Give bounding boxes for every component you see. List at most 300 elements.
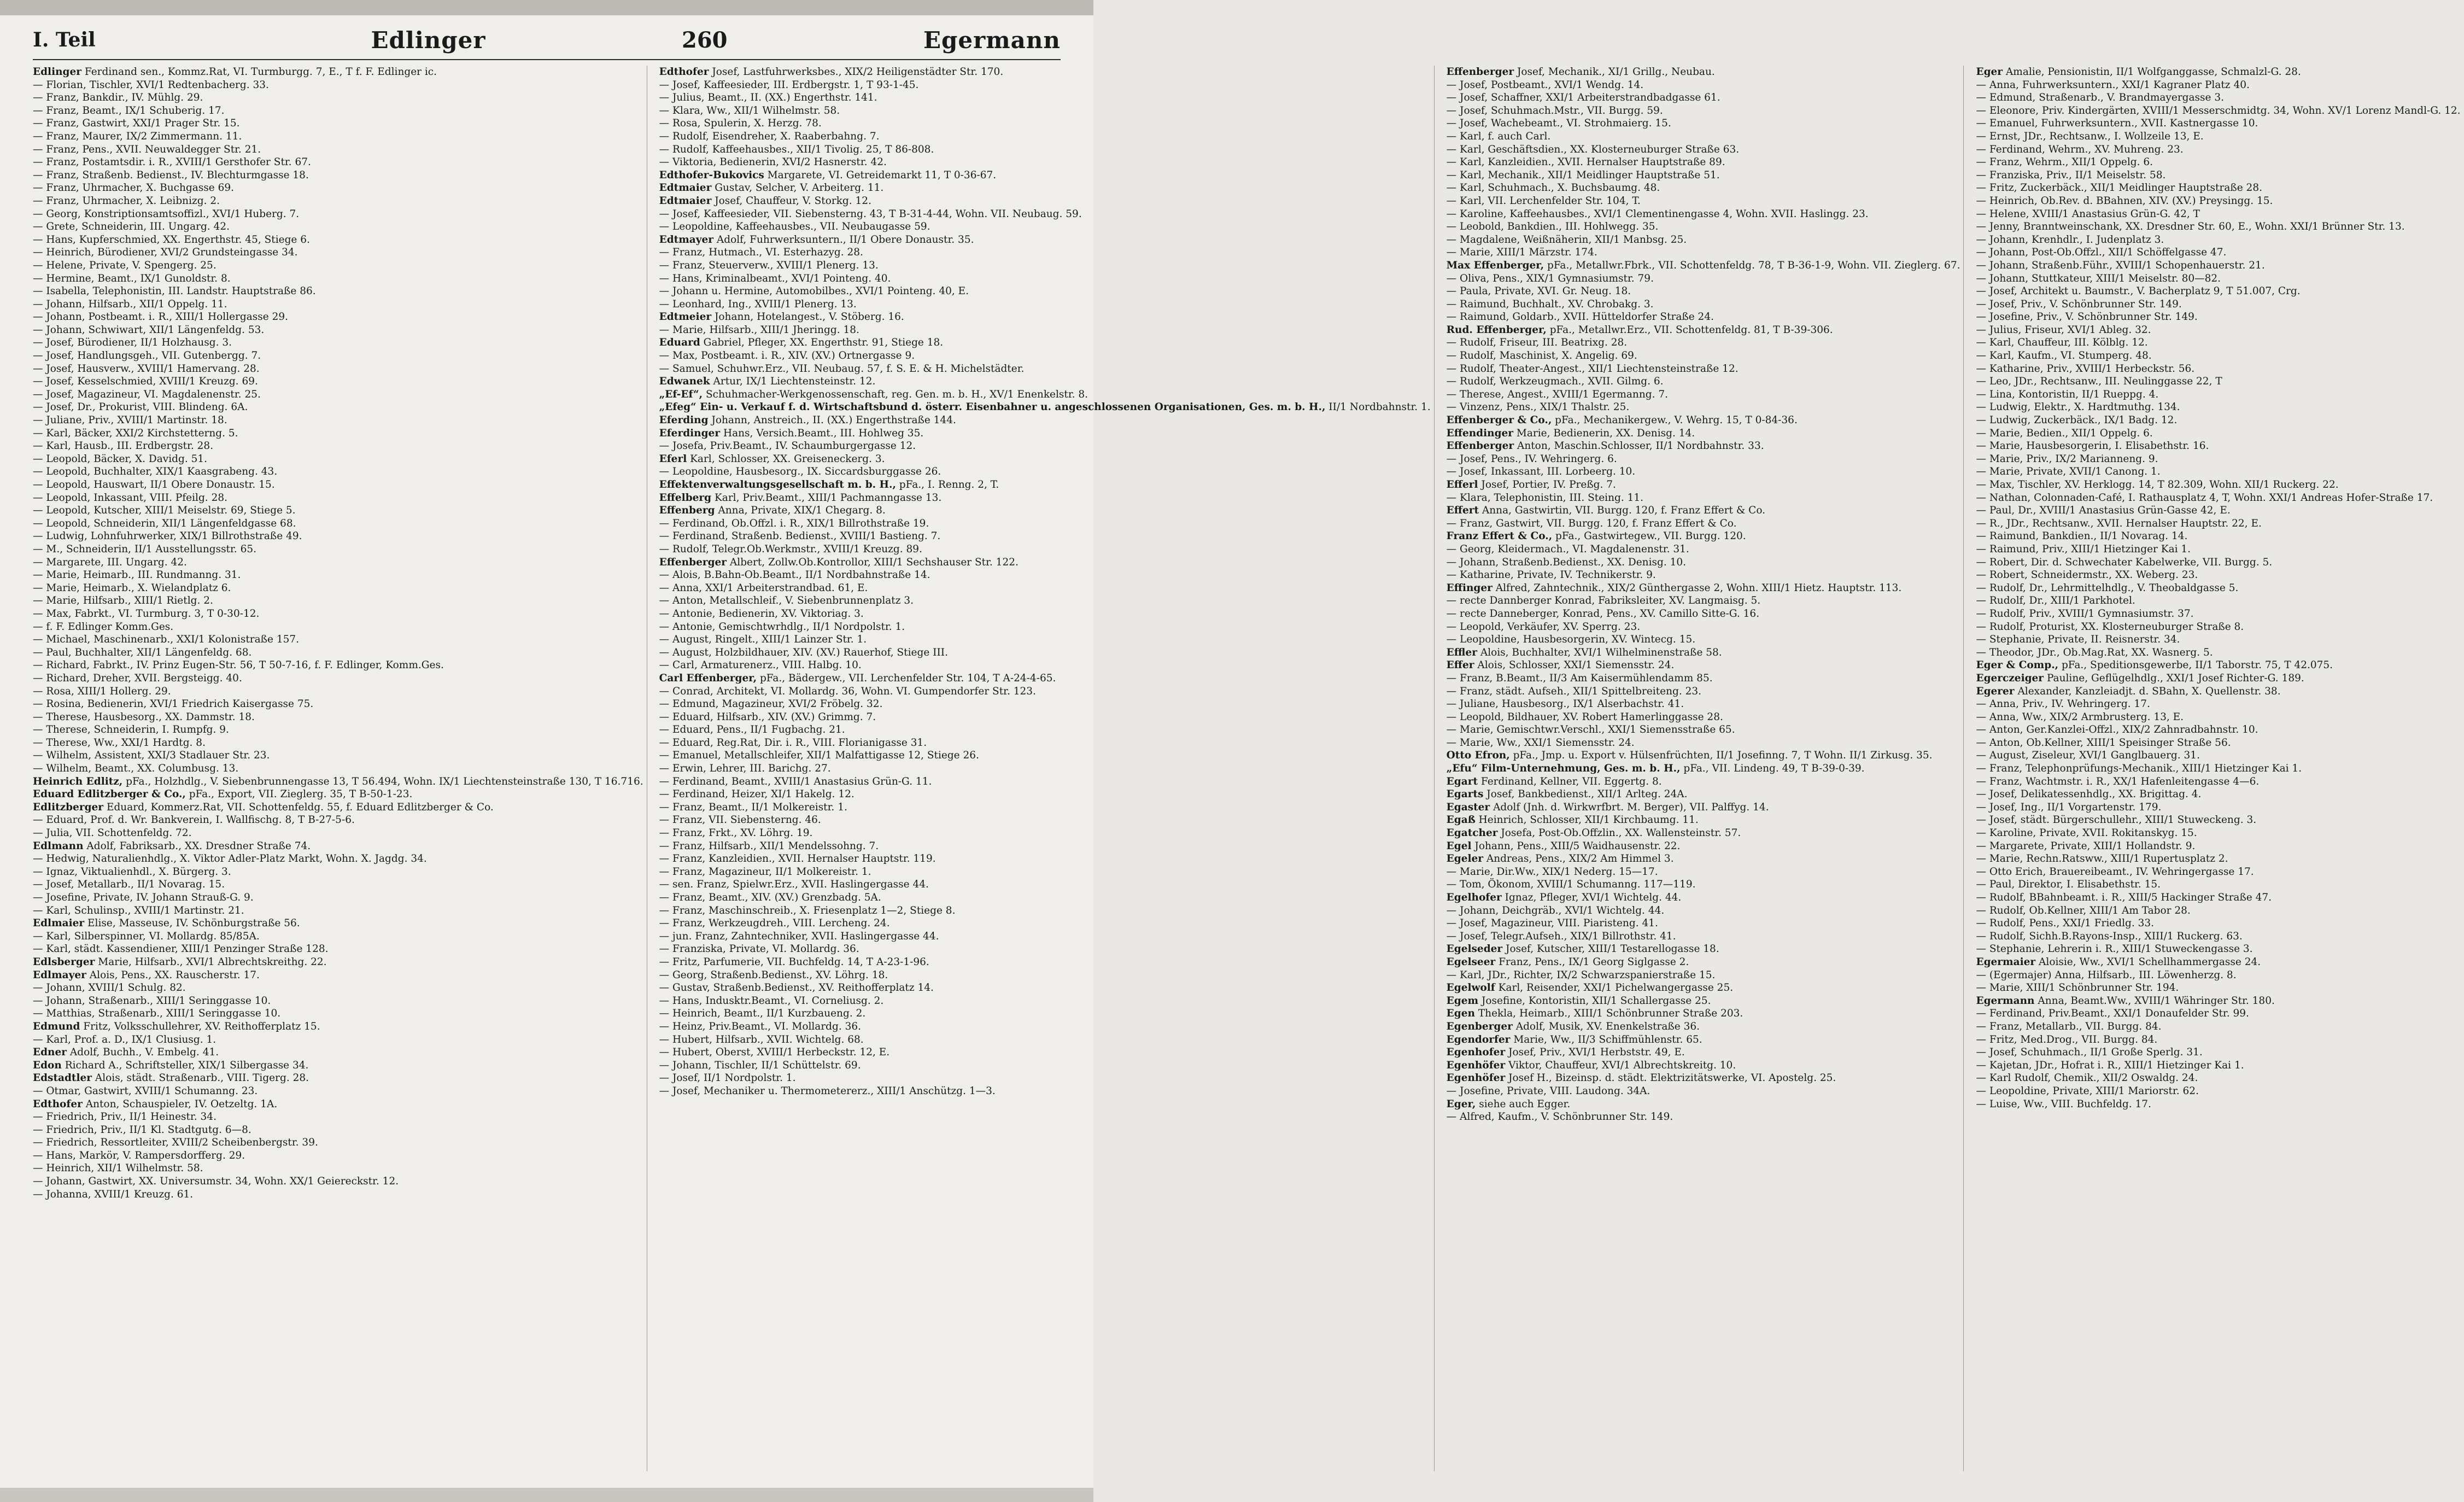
entry-surname: Egeler <box>1446 853 1484 865</box>
directory-entry <box>1447 1046 1960 1059</box>
entry-text: — Marie, Bedien., XII/1 Oppelg. 6. <box>1976 427 2153 439</box>
directory-entry <box>33 1111 643 1124</box>
entry-text: — Josef, Postbeamt., XVI/1 Wendg. 14. <box>1446 79 1644 91</box>
column-3 <box>1447 66 1964 1471</box>
entry-text: — Franz, Kanzleidien., XVII. Hernalser Hauptstr. 119. <box>659 853 936 865</box>
directory-entry <box>1447 375 1960 388</box>
directory-entry <box>659 775 1431 788</box>
directory-entry <box>1976 1085 2460 1098</box>
entry-text: Johann, Hotelangest., V. Stöberg. 16. <box>711 311 904 323</box>
directory-entry <box>1447 465 1960 478</box>
entry-text: — Eduard, Reg.Rat, Dir. i. R., VIII. Florianigasse 31. <box>659 737 927 749</box>
directory-entry <box>33 440 643 453</box>
entry-text: — Karl, Chauffeur, III. Kölblg. 12. <box>1976 337 2148 349</box>
directory-entry <box>1447 336 1960 349</box>
entry-text: — Julius, Friseur, XVI/1 Ableg. 32. <box>1976 324 2151 336</box>
directory-entry <box>659 956 1431 969</box>
entry-text: pFa., Mechanikergew., V. Wehrg. 15, T 0-84-36. <box>1552 414 1798 426</box>
directory-entry <box>1976 169 2460 182</box>
entry-text: pFa., Metallwr.Erz., VII. Schottenfeldg. 81, T B-39-306. <box>1546 324 1833 336</box>
directory-entry <box>33 698 643 711</box>
entry-text: — Viktoria, Bedienerin, XVI/2 Hasnerstr. 42. <box>659 156 887 168</box>
directory-entry <box>659 698 1431 711</box>
entry-text: Karl, Schlosser, XX. Greiseneckerg. 3. <box>687 453 885 465</box>
directory-entry <box>659 311 1431 324</box>
entry-text: — Leopold, Inkassant, VIII. Pfeilg. 28. <box>33 492 227 504</box>
entry-text: — Julius, Beamt., II. (XX.) Engerthstr. 141. <box>659 92 877 104</box>
directory-entry <box>1976 878 2460 891</box>
entry-text: — Franz, Metallarb., VII. Burgg. 84. <box>1976 1020 2162 1032</box>
directory-entry <box>659 646 1431 659</box>
entry-text: — Ludwig, Elektr., X. Hardtmuthg. 134. <box>1976 401 2180 413</box>
entry-text: — f. F. Edlinger Komm.Ges. <box>33 621 174 633</box>
directory-entry <box>1447 672 1960 685</box>
directory-entry <box>1976 607 2460 621</box>
entry-text: Heinrich, Schlosser, XII/1 Kirchbaumg. 11. <box>1475 814 1699 826</box>
entry-text: — Anton, Ob.Kellner, XIII/1 Speisinger Straße 56. <box>1976 737 2231 749</box>
directory-entry <box>1976 866 2460 879</box>
entry-surname: Edtmaier <box>659 182 712 194</box>
entry-text: — Franz, Maschinschreib., X. Friesenplatz 1—2, Stiege 8. <box>659 904 956 916</box>
entry-surname: Edlmaier <box>33 917 85 930</box>
directory-entry <box>1976 465 2460 478</box>
directory-entry <box>33 1175 643 1188</box>
entry-text: — Ignaz, Viktualienhdl., X. Bürgerg. 3. <box>33 866 231 878</box>
directory-entry <box>659 208 1431 221</box>
directory-entry <box>1976 130 2460 143</box>
entry-surname: Eferl <box>659 453 687 465</box>
entry-text: Thekla, Heimarb., XIII/1 Schönbrunner Straße 203. <box>1474 1008 1743 1020</box>
directory-entry <box>33 1162 643 1175</box>
entry-text: — Rudolf, Sichh.B.Rayons-Insp., XIII/1 Ruckerg. 63. <box>1976 930 2243 942</box>
directory-entry <box>1976 672 2460 685</box>
entry-text: Adolf, Fuhrwerksuntern., II/1 Obere Donaustr. 35. <box>713 233 974 246</box>
entry-text: — Leobold, Bankdien., III. Hohlwegg. 35. <box>1446 221 1659 233</box>
entry-text: — Josef, städt. Bürgerschullehr., XIII/1 Stuweckeng. 3. <box>1976 814 2257 826</box>
entry-text: — Paul, Direktor, I. Elisabethstr. 15. <box>1976 879 2161 891</box>
entry-text: — Franz, Magazineur, II/1 Molkereistr. 1. <box>659 866 871 878</box>
directory-entry <box>1447 1020 1960 1033</box>
directory-entry <box>1976 388 2460 401</box>
entry-text: Josef, Kutscher, XIII/1 Testarellogasse 18. <box>1502 943 1719 955</box>
directory-entry <box>1447 543 1960 556</box>
directory-entry <box>1976 156 2460 169</box>
entry-text: Josef, Bankbedienst., XII/1 Arlteg. 24A. <box>1483 788 1688 800</box>
entry-text: — Wilhelm, Beamt., XX. Columbusg. 13. <box>33 763 239 775</box>
entry-text: — Otto Erich, Brauereibeamt., IV. Wehringergasse 17. <box>1976 866 2254 878</box>
entry-text: — R., JDr., Rechtsanw., XVII. Hernalser Hauptstr. 22, E. <box>1976 517 2262 529</box>
entry-text: — Josefa, Priv.Beamt., IV. Schaumburgergasse 12. <box>659 440 916 452</box>
entry-text: — Franziska, Private, VI. Mollardg. 36. <box>659 943 859 955</box>
entry-text: — Marie, Heimarb., III. Rundmanng. 31. <box>33 569 241 581</box>
entry-text: — Conrad, Architekt, VI. Mollardg. 36, Wohn. VI. Gumpendorfer Str. 123. <box>659 685 1036 697</box>
entry-text: Gabriel, Pfleger, XX. Engerthstr. 91, Stiege 18. <box>700 337 944 349</box>
directory-entry <box>1976 1046 2460 1059</box>
directory-entry <box>1976 891 2460 904</box>
directory-entry <box>1976 698 2460 711</box>
entry-text: — Hubert, Hilfsarb., XVII. Wichtelg. 68. <box>659 1033 864 1045</box>
entry-surname: Egenhöfer <box>1446 1072 1506 1084</box>
entry-surname: Effenberg <box>659 505 715 517</box>
entry-surname: Effelberg <box>659 492 712 504</box>
directory-entry <box>1976 79 2460 92</box>
directory-entry <box>1447 1085 1960 1098</box>
directory-entry <box>1447 169 1960 182</box>
directory-entry <box>659 388 1431 401</box>
entry-text: — Antonie, Gemischtwrhdlg., II/1 Nordpolstr. 1. <box>659 621 905 633</box>
directory-entry <box>659 711 1431 724</box>
entry-surname: Edthofer <box>659 66 709 78</box>
entry-text: — Georg, Konstriptionsamtsoffizl., XVI/1 Huberg. 7. <box>33 208 300 220</box>
entry-surname: Effektenverwaltungsgesellschaft m. b. H., <box>659 479 896 490</box>
directory-entry <box>1447 233 1960 247</box>
directory-entry <box>1976 904 2460 917</box>
directory-entry <box>1447 840 1960 853</box>
entry-text: — Ferdinand, Beamt., XVIII/1 Anastasius Grün-G. 11. <box>659 775 932 787</box>
entry-text: — Josef, Ing., II/1 Vorgartenstr. 179. <box>1976 801 2162 813</box>
entry-surname: Otto Efron, <box>1446 750 1510 762</box>
directory-entry <box>1447 349 1960 363</box>
entry-text: — Raimund, Goldarb., XVII. Hütteldorfer Straße 24. <box>1446 311 1714 323</box>
entry-text: pFa., Export, VII. Zieglerg. 35, T B-50-1-23. <box>185 788 413 800</box>
directory-entry <box>33 311 643 324</box>
directory-entry <box>1976 569 2460 582</box>
directory-entry <box>1447 995 1960 1008</box>
entry-text: — Hans, Markör, V. Rampersdorfferg. 29. <box>33 1149 245 1161</box>
entry-text: — Michael, Maschinenarb., XXI/1 Kolonistraße 157. <box>33 634 300 646</box>
directory-entry <box>1976 814 2460 827</box>
entry-text: pFa., Holzhdlg., V. Siebenbrunnengasse 13, T 56.494, Wohn. IX/1 Liechtensteinstraße 130, T 16.716. <box>122 775 643 787</box>
entry-text: — Marie, Rechn.Ratsww., XIII/1 Rupertusplatz 2. <box>1976 853 2228 865</box>
entry-text: — Anna, XXI/1 Arbeiterstrandbad. 61, E. <box>659 582 868 594</box>
entry-surname: Eger & Comp., <box>1976 659 2059 671</box>
entry-text: — Therese, Angest., XVIII/1 Egermanng. 7. <box>1446 388 1669 400</box>
entry-text: — Franz, Wachtmstr. i. R., XX/1 Hafenleitengasse 4—6. <box>1976 775 2260 787</box>
entry-text: Johann, Anstreich., II. (XX.) Engerthstraße 144. <box>708 414 956 426</box>
directory-entry <box>33 646 643 659</box>
entry-text: — Fritz, Med.Drog., VII. Burgg. 84. <box>1976 1033 2158 1045</box>
entry-text: Johann, Pens., XIII/5 Waidhausenstr. 22. <box>1471 840 1681 852</box>
entry-text: — Luise, Ww., VIII. Buchfeldg. 17. <box>1976 1098 2151 1110</box>
directory-entry <box>1976 324 2460 337</box>
entry-text: — Heinz, Priv.Beamt., VI. Mollardg. 36. <box>659 1020 862 1032</box>
directory-entry <box>659 737 1431 750</box>
entry-text: — Hermine, Beamt., IX/1 Gunoldstr. 8. <box>33 272 231 284</box>
entry-text: — Franz, B.Beamt., II/3 Am Kaisermühlendamm 85. <box>1446 672 1713 684</box>
directory-entry <box>659 930 1431 943</box>
directory-entry <box>1447 427 1960 440</box>
directory-entry <box>33 1020 643 1033</box>
directory-entry <box>33 878 643 891</box>
directory-entry <box>1976 969 2460 982</box>
directory-entry <box>33 1072 643 1085</box>
entry-text: — Florian, Tischler, XVI/1 Redtenbacherg. 33. <box>33 79 269 91</box>
entry-text: — Alois, B.Bahn-Ob.Beamt., II/1 Nordbahnstraße 14. <box>659 569 930 581</box>
directory-entry <box>1976 363 2460 376</box>
entry-text: — Rosina, Bedienerin, XVI/1 Friedrich Kaisergasse 75. <box>33 698 314 710</box>
entry-text: — Magdalene, Weißnäherin, XII/1 Manbsg. 25. <box>1446 233 1687 246</box>
directory-entry <box>659 336 1431 349</box>
directory-entry <box>1447 272 1960 285</box>
directory-entry <box>1447 621 1960 634</box>
entry-text: — Rudolf, Werkzeugmach., XVII. Gilmg. 6. <box>1446 376 1664 388</box>
entry-text: — Alfred, Kaufm., V. Schönbrunner Str. 149. <box>1446 1111 1673 1123</box>
directory-entry <box>659 401 1431 414</box>
entry-text: — Franz, Uhrmacher, X. Leibnizg. 2. <box>33 195 220 207</box>
entry-text: Josef, Chauffeur, V. Storkg. 12. <box>711 195 871 207</box>
directory-entry <box>1976 336 2460 349</box>
directory-entry <box>1976 788 2460 801</box>
directory-entry <box>1447 917 1960 930</box>
entry-text: — Richard, Dreher, XVII. Bergsteigg. 40. <box>33 672 242 684</box>
entry-text: — Karl Rudolf, Chemik., XII/2 Oswaldg. 24. <box>1976 1072 2198 1084</box>
entry-text: — Helene, XVIII/1 Anastasius Grün-G. 42, T <box>1976 208 2200 220</box>
entry-text: — Franz, Straßenb. Bedienst., IV. Blechturmgasse 18. <box>33 169 309 181</box>
directory-entry <box>659 878 1431 891</box>
directory-entry <box>1976 272 2460 285</box>
directory-entry <box>659 1020 1431 1033</box>
directory-entry <box>33 621 643 634</box>
directory-entry <box>33 453 643 466</box>
entry-text: — August, Ringelt., XIII/1 Lainzer Str. 1. <box>659 634 867 646</box>
directory-entry <box>1447 388 1960 401</box>
directory-entry <box>659 117 1431 130</box>
directory-entry <box>659 827 1431 840</box>
entry-text: — Josef, Hausverw., XVIII/1 Hamervang. 28. <box>33 363 260 375</box>
entry-text: Franz, Pens., IX/1 Georg Siglgasse 2. <box>1495 956 1689 968</box>
directory-entry <box>33 233 643 247</box>
entry-surname: Edstadtler <box>33 1072 92 1084</box>
directory-entry <box>33 401 643 414</box>
directory-entry <box>33 79 643 92</box>
first-entry-keyword: Edlinger <box>371 26 486 54</box>
entry-text: — Hubert, Oberst, XVIII/1 Herbeckstr. 12, E. <box>659 1047 890 1059</box>
directory-entry <box>33 530 643 543</box>
entry-surname: Egenberger <box>1446 1020 1513 1032</box>
entry-surname: Egelseer <box>1446 956 1496 968</box>
directory-entry <box>1976 453 2460 466</box>
entry-surname: „Ef-Ef“, <box>659 388 703 400</box>
directory-entry <box>33 349 643 363</box>
entry-text: — Leopoldine, Hausbesorg., IX. Siccardsburggasse 26. <box>659 466 941 478</box>
entry-text: — Juliane, Hausbesorg., IX/1 Alserbachstr. 41. <box>1446 698 1684 710</box>
directory-entry <box>1976 930 2460 943</box>
directory-entry <box>1976 492 2460 505</box>
entry-surname: Egerer <box>1976 685 2015 697</box>
directory-entry <box>1976 530 2460 543</box>
entry-surname: Edmund <box>33 1020 80 1032</box>
entry-text: — Karl, VII. Lerchenfelder Str. 104, T. <box>1446 195 1641 207</box>
entry-text: — Nathan, Colonnaden-Café, I. Rathausplatz 4, T, Wohn. XXI/1 Andreas Hofer-Straße 17. <box>1976 492 2433 504</box>
directory-entry <box>1976 1007 2460 1020</box>
entry-text: — Kajetan, JDr., Hofrat i. R., XIII/1 Hietzinger Kai 1. <box>1976 1059 2244 1071</box>
entry-text: — Ernst, JDr., Rechtsanw., I. Wollzeile 13, E. <box>1976 130 2204 142</box>
entry-text: — Juliane, Priv., XVIII/1 Martinstr. 18. <box>33 414 227 426</box>
entry-text: — Robert, Dir. d. Schwechater Kabelwerke, VII. Burgg. 5. <box>1976 556 2273 568</box>
entry-text: — Raimund, Priv., XIII/1 Hietzinger Kai 1. <box>1976 543 2191 555</box>
entry-surname: Effenberger <box>659 556 727 568</box>
directory-entry <box>659 607 1431 621</box>
entry-text: — Karl, JDr., Richter, IX/2 Schwarzspanierstraße 15. <box>1446 969 1716 981</box>
directory-entry <box>659 981 1431 995</box>
directory-entry <box>1447 943 1960 956</box>
directory-entry <box>1447 156 1960 169</box>
directory-entry <box>33 1085 643 1098</box>
entry-text: — Raimund, Bankdien., II/1 Novarag. 14. <box>1976 530 2188 542</box>
directory-entry <box>1447 517 1960 530</box>
entry-text: — Therese, Ww., XXI/1 Hardtg. 8. <box>33 737 206 749</box>
directory-entry <box>1976 775 2460 788</box>
entry-text: Fritz, Volksschullehrer, XV. Reithofferplatz 15. <box>80 1020 320 1032</box>
entry-text: — Josef, Kaffeesieder, VII. Siebensterng. 43, T B-31-4-44, Wohn. VII. Neubaug. 59. <box>659 208 1082 220</box>
directory-entry <box>33 169 643 182</box>
entry-text: — Jenny, Branntweinschank, XX. Dresdner Str. 60, E., Wohn. XXI/1 Brünner Str. 13. <box>1976 221 2405 233</box>
directory-entry <box>659 259 1431 272</box>
directory-entry <box>1447 453 1960 466</box>
directory-entry <box>1976 182 2460 195</box>
entry-text: — Marie, Gemischtwr.Verschl., XXI/1 Siemensstraße 65. <box>1446 724 1735 736</box>
entry-text: — Leopold, Bildhauer, XV. Robert Hamerlinggasse 28. <box>1446 711 1723 723</box>
directory-entry <box>1447 1059 1960 1072</box>
directory-entry <box>659 440 1431 453</box>
directory-entry <box>659 298 1431 311</box>
entry-surname: Edon <box>33 1059 62 1071</box>
directory-entry <box>659 465 1431 478</box>
entry-text: — M., Schneiderin, II/1 Ausstellungsstr. 65. <box>33 543 256 555</box>
directory-entry <box>659 904 1431 917</box>
entry-text: Ferdinand sen., Kommz.Rat, VI. Turmburgg. 7, E., T f. F. Edlinger ic. <box>81 66 437 78</box>
directory-entry <box>33 594 643 607</box>
entry-surname: Egarts <box>1446 788 1484 800</box>
entry-text: — Anna, Fuhrwerksuntern., XXI/1 Kagraner Platz 40. <box>1976 79 2250 91</box>
directory-entry <box>1976 427 2460 440</box>
entry-text: — Johann, Straßenb.Führ., XVIII/1 Schopenhauerstr. 21. <box>1976 259 2265 271</box>
entry-text: Margarete, VI. Getreidemarkt 11, T 0-36-67. <box>764 169 997 181</box>
directory-entry <box>33 478 643 492</box>
entry-text: — Josef, Delikatessenhdlg., XX. Brigittag. 4. <box>1976 788 2202 800</box>
entry-text: — Oliva, Pens., XIX/1 Gymnasiumstr. 79. <box>1446 272 1654 284</box>
entry-surname: Edthofer <box>33 1098 83 1110</box>
directory-entry <box>1447 749 1960 762</box>
directory-entry <box>1976 104 2460 118</box>
entry-text: — Leo, JDr., Rechtsanw., III. Neulinggasse 22, T <box>1976 376 2222 388</box>
directory-entry <box>33 504 643 517</box>
entry-text: — Rudolf, Dr., XIII/1 Parkhotel. <box>1976 595 2135 607</box>
directory-entry <box>1447 801 1960 814</box>
entry-text: — Josef, Architekt u. Baumstr., V. Bacherplatz 9, T 51.007, Crg. <box>1976 285 2301 297</box>
directory-entry <box>659 169 1431 182</box>
entry-text: — Julia, VII. Schottenfeldg. 72. <box>33 827 192 839</box>
entry-text: — Franz, Beamt., IX/1 Schuberig. 17. <box>33 104 225 116</box>
directory-entry <box>33 324 643 337</box>
directory-entry <box>659 156 1431 169</box>
directory-entry <box>33 1033 643 1047</box>
directory-entry <box>33 156 643 169</box>
directory-entry <box>659 246 1431 259</box>
directory-entry <box>1976 582 2460 595</box>
entry-text: — Anton, Ger.Kanzlei-Offzl., XIX/2 Zahnradbahnstr. 10. <box>1976 724 2258 736</box>
directory-entry <box>1447 930 1960 943</box>
entry-text: Pauline, Geflügelhdlg., XXI/1 Josef Richter-G. 189. <box>2044 672 2304 684</box>
entry-text: — Paula, Private, XVI. Gr. Neug. 18. <box>1446 285 1631 297</box>
entry-text: — Josef, Magazineur, VI. Magdalenenstr. 25. <box>33 388 261 400</box>
directory-entry <box>659 852 1431 866</box>
entry-text: Richard A., Schriftsteller, XIX/1 Silbergasse 34. <box>61 1059 309 1071</box>
directory-entry <box>1447 104 1960 118</box>
entry-text: — Ferdinand, Ob.Offzl. i. R., XIX/1 Billrothstraße 19. <box>659 517 929 529</box>
directory-entry <box>659 943 1431 956</box>
directory-entry <box>1976 917 2460 930</box>
directory-entry <box>1976 633 2460 646</box>
directory-entry <box>659 840 1431 853</box>
directory-entry <box>659 917 1431 930</box>
directory-entry <box>1447 66 1960 79</box>
entry-text: Josef H., Bizeinsp. d. städt. Elektrizitätswerke, VI. Apostelg. 25. <box>1505 1072 1836 1084</box>
directory-entry <box>33 375 643 388</box>
directory-entry <box>33 246 643 259</box>
entry-text: Marie, Hilfsarb., XVI/1 Albrechtskreithg. 22. <box>95 956 327 968</box>
entry-text: Eduard, Kommerz.Rat, VII. Schottenfeldg. 55, f. Eduard Edlitzberger & Co. <box>103 801 494 813</box>
directory-entry <box>659 492 1431 505</box>
directory-entry <box>33 208 643 221</box>
directory-entry <box>659 1046 1431 1059</box>
entry-text: Aloisie, Ww., XVI/1 Schellhammergasse 24. <box>2035 956 2261 968</box>
entry-text: — Rudolf, Theater-Angest., XII/1 Liechtensteinstraße 12. <box>1446 363 1739 375</box>
entry-text: Josefa, Post-Ob.Offzlin., XX. Wallensteinstr. 57. <box>1497 827 1741 839</box>
entry-text: Ferdinand, Kellner, VII. Eggertg. 8. <box>1478 775 1662 787</box>
directory-entry <box>33 1136 643 1149</box>
entry-text: — Josef, Priv., V. Schönbrunner Str. 149. <box>1976 298 2182 310</box>
directory-entry <box>659 1059 1431 1072</box>
entry-text: Alois, Schlosser, XXI/1 Siemensstr. 24. <box>1474 659 1675 671</box>
directory-entry <box>1976 749 2460 762</box>
directory-entry <box>1447 646 1960 659</box>
entry-text: Josefine, Kontoristin, XII/1 Schallergasse 25. <box>1478 995 1711 1007</box>
directory-entry <box>1976 259 2460 272</box>
entry-text: — jun. Franz, Zahntechniker, XVII. Haslingergasse 44. <box>659 930 939 942</box>
entry-text: — Leopold, Hauswart, II/1 Obere Donaustr. 15. <box>33 479 275 490</box>
entry-surname: Edlinger <box>33 66 81 78</box>
directory-entry <box>1976 220 2460 233</box>
directory-entry <box>33 788 643 801</box>
entry-text: — Leopold, Verkäufer, XV. Sperrg. 23. <box>1446 621 1641 633</box>
directory-entry <box>33 569 643 582</box>
entry-text: — Franz, Frkt., XV. Löhrg. 19. <box>659 827 813 839</box>
directory-entry <box>1976 685 2460 698</box>
entry-text: — Johanna, XVIII/1 Kreuzg. 61. <box>33 1188 194 1200</box>
entry-text: — Karl, Hausb., III. Erdbergstr. 28. <box>33 440 214 452</box>
entry-text: — recte Dannberger Konrad, Fabriksleiter, XV. Langmaisg. 5. <box>1446 595 1761 607</box>
entry-surname: Effler <box>1446 646 1477 658</box>
directory-entry <box>659 363 1431 376</box>
directory-entry <box>1976 298 2460 311</box>
directory-entry <box>1976 1033 2460 1047</box>
entry-surname: Effenberger & Co., <box>1446 414 1552 426</box>
directory-entry <box>1447 788 1960 801</box>
directory-entry <box>659 995 1431 1008</box>
entry-text: — Johann, Tischler, II/1 Schüttelstr. 69. <box>659 1059 861 1071</box>
directory-entry <box>1447 866 1960 879</box>
entry-text: — Marie, Hilfsarb., XIII/1 Rietlg. 2. <box>33 595 213 607</box>
entry-text: — Friedrich, Ressortleiter, XVIII/2 Scheibenbergstr. 39. <box>33 1137 318 1149</box>
directory-columns <box>33 66 2461 1471</box>
entry-text: — Hedwig, Naturalienhdlg., X. Viktor Adler-Platz Markt, Wohn. X. Jagdg. 34. <box>33 853 427 865</box>
directory-entry <box>1447 246 1960 259</box>
entry-surname: Max Effenberger, <box>1446 259 1544 271</box>
entry-surname: Egen <box>1446 1008 1475 1020</box>
entry-text: — Klara, Ww., XII/1 Wilhelmstr. 58. <box>659 104 840 116</box>
entry-text: — Emanuel, Metallschleifer, XII/1 Malfattigasse 12, Stiege 26. <box>659 750 979 762</box>
